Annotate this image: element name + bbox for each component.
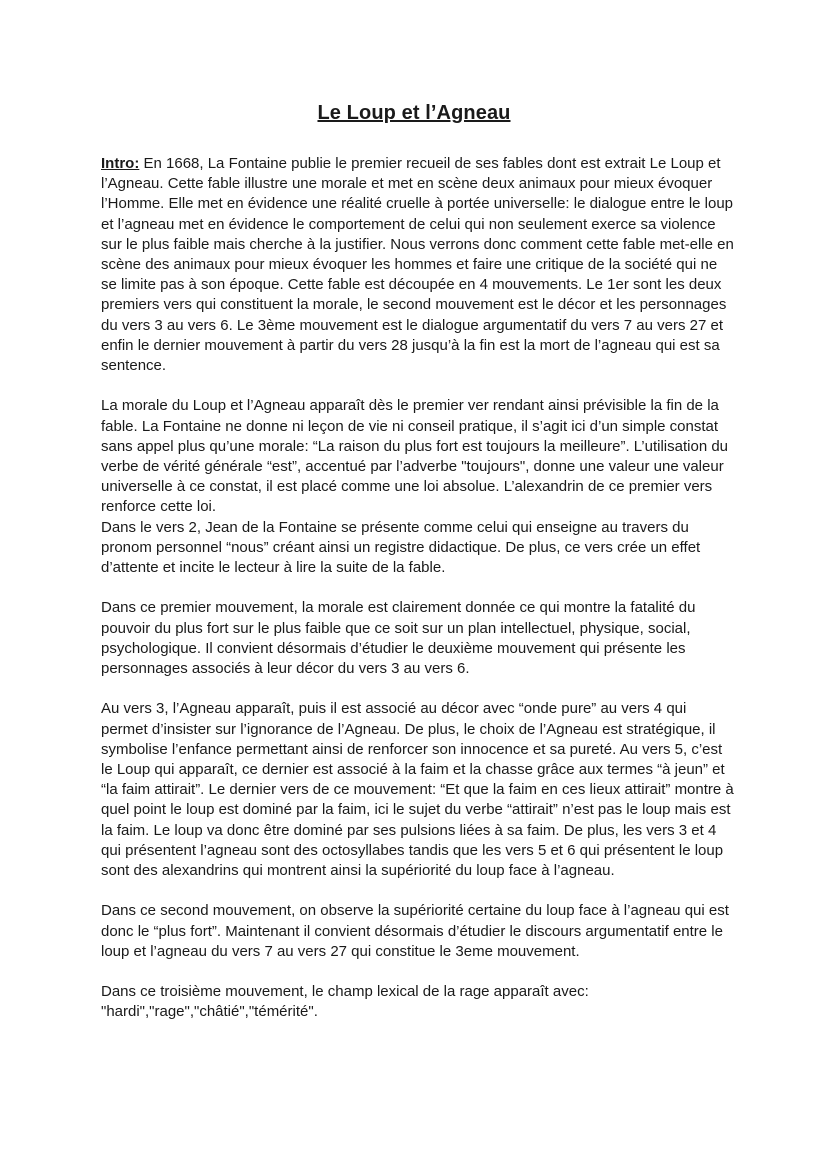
intro-label: Intro: <box>101 155 140 172</box>
intro-paragraph <box>101 154 737 376</box>
paragraph-second-mouvement: Dans ce second mouvement, on observe la supériorité certaine du loup face à l’agneau qui est donc le “plus fort”. Maintenant il convient désormais d’étudier le discours argumentatif entre le loup et l’agneau du vers 7 au vers 27 qui constitue le 3eme mouvement. <box>101 902 729 960</box>
document-title: Le Loup et l’Agneau <box>317 102 511 124</box>
paragraph-morale: La morale du Loup et l’Agneau apparaît dès le premier ver rendant ainsi prévisible la fin de la fable. La Fontaine ne donne ni leçon de vie ni conseil pratique, il s’agit ici d’un simple constat sans appel plus qu’une morale: “La raison du plus fort est toujours la meilleure”. L’utilisation du verbe de vérité générale “est”, accentué par l’adverbe "toujours", donne une valeur une valeur universelle à ce constat, il est placé comme une loi absolue. L’alexandrin de ce premier vers renforce cette loi. <box>101 397 729 516</box>
paragraph-premier-mouvement: Dans ce premier mouvement, la morale est clairement donnée ce qui montre la fatalité du pouvoir du plus fort sur le plus faible que ce soit sur un plan intellectuel, physique, social, psychologique. Il convient désormais d’étudier le deuxième mouvement qui présente les personnages associés à leur décor du vers 3 au vers 6. <box>101 599 696 678</box>
paragraph-troisieme-mouvement: Dans ce troisième mouvement, le champ lexical de la rage apparaît avec: "hardi","rage","châtié","témérité". <box>101 983 589 1021</box>
paragraph-vers-2: Dans le vers 2, Jean de la Fontaine se présente comme celui qui enseigne au travers du pronom personnel “nous” créant ainsi un registre didactique. De plus, ce vers crée un effet d’attente et incite le lecteur à lire la suite de la fable. <box>101 518 701 577</box>
document-body <box>101 154 737 1043</box>
paragraph-vers-3: Au vers 3, l’Agneau apparaît, puis il est associé au décor avec “onde pure” au vers 4 qui permet d’insister sur l’ignorance de l’Agneau. De plus, le choix de l’Agneau est stratégique, il symbolise l’enfance permettant ainsi de renforcer son innocence et sa pureté. Au vers 5, c’est le Loup qui apparaît, ce dernier est associé à la faim et la chasse grâce aux termes “à jeun” et “la faim attirait”. Le dernier vers de ce mouvement: “Et que la faim en ces lieux attirait” montre à quel point le loup est dominé par la faim, ici le sujet du verbe “attirait” n’est pas le loup mais est la faim. Le loup va donc être dominé par ses pulsions liées à sa faim. De plus, les vers 3 et 4 qui présentent l’agneau sont des octosyllabes tandis que les vers 5 et 6 qui présentent le loup sont des alexandrins qui montrent ainsi la supériorité du loup face à l’agneau. <box>101 700 734 880</box>
intro-text: En 1668, La Fontaine publie le premier recueil de ses fables dont est extrait Le Loup et l’Agneau. Cette fable illustre une morale et met en scène deux animaux pour mieux évoquer l’Homme. Elle met en évidence une réalité cruelle à portée universelle: le dialogue entre le loup et l’agneau met en évidence le comportement de celui qui non seulement exerce sa violence sur le plus faible mais cherche à la justifier. Nous verrons donc comment cette fable met-elle en scène des animaux pour mieux évoquer les hommes et faire une critique de la société qui ne se limite pas à son époque. Cette fable est découpée en 4 mouvements. Le 1er sont les deux premiers vers qui constituent la morale, le second mouvement est le décor et les personnages du vers 3 au vers 6. Le 3ème mouvement est le dialogue argumentatif du vers 7 au vers 27 et enfin le dernier mouvement à partir du vers 28 jusqu’à la fin est la mort de l’agneau qui est sa sentence. <box>101 155 734 375</box>
